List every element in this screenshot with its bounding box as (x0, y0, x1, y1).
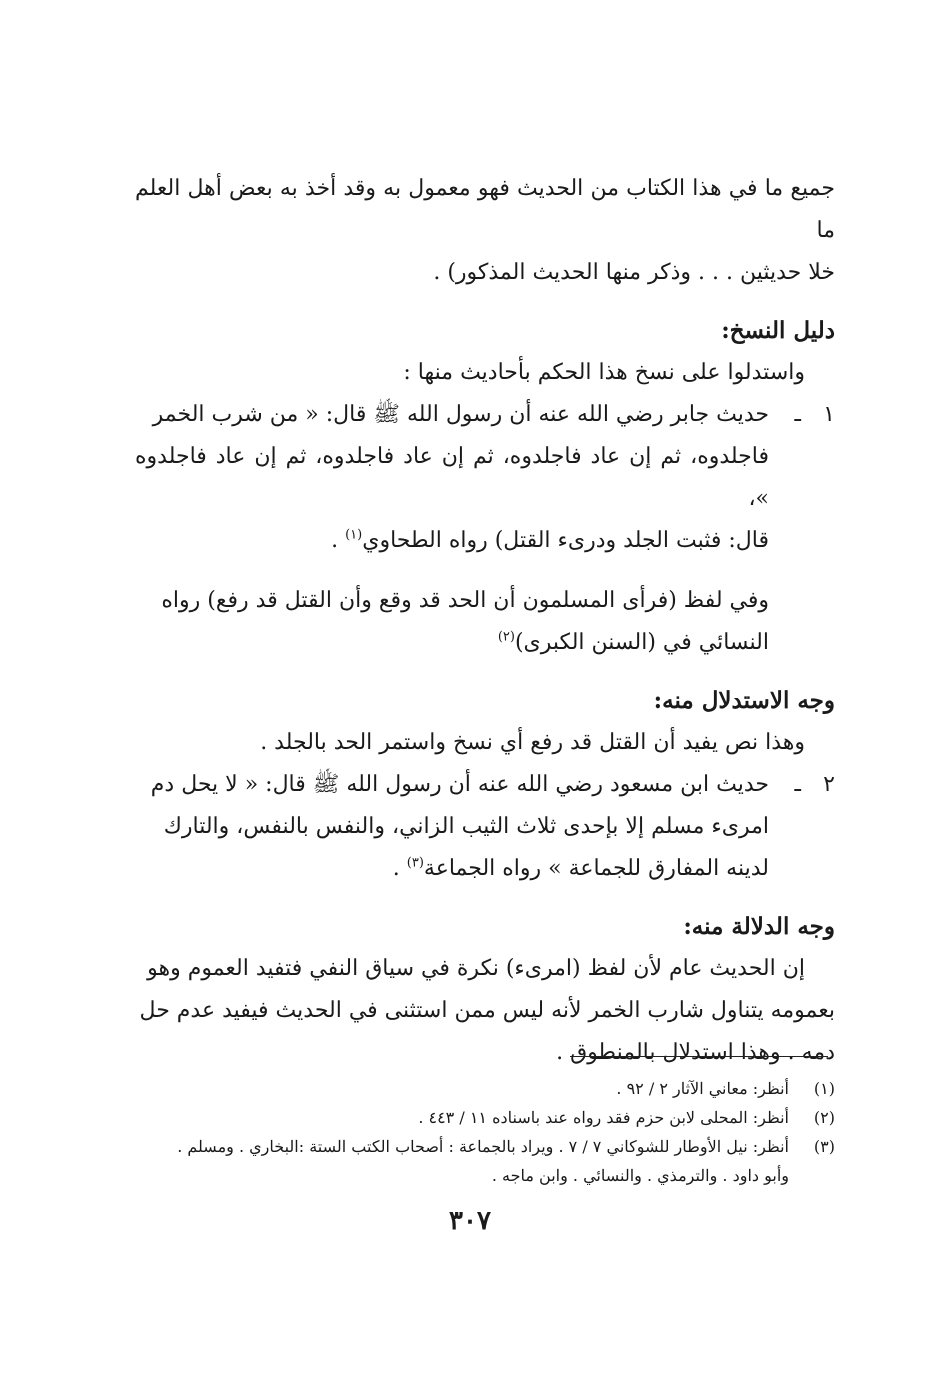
text-line: جميع ما في هذا الكتاب من الحديث فهو معمول به وقد أخذ به بعض أهل العلم ما (135, 176, 835, 243)
footnote-number: (١) (813, 1079, 835, 1098)
item-dash: ـ (794, 772, 801, 797)
footnote-ref[interactable]: (٢) (497, 629, 515, 645)
footnote-2 (130, 1103, 835, 1132)
list-item-1 (135, 394, 835, 562)
text-line: وفي لفظ (فرأى المسلمون أن الحد قد وقع وأن القتل قد رفع) رواه (161, 588, 769, 613)
text-line: النسائي في (السنن الكبرى) (514, 630, 769, 655)
list-item-2 (135, 764, 835, 890)
text-line: خلا حديثين . . . وذكر منها الحديث المذكور) . (433, 260, 835, 285)
text-line: دمه . وهذا استدلال بالمنطوق . (556, 1040, 835, 1065)
text-line: قال: فثبت الجلد ودرىء القتل) رواه الطحاوي (362, 528, 769, 553)
text-line: فاجلدوه، ثم إن عاد فاجلدوه، ثم إن عاد فاجلدوه، ثم إن عاد فاجلدوه »، (135, 444, 769, 511)
footnote-number: (٣) (813, 1137, 835, 1156)
item-dash: ـ (794, 402, 801, 427)
intro-line: واستدلوا على نسخ هذا الحكم بأحاديث منها : (403, 360, 805, 385)
footnote-text: أنظر: معاني الآثار ٢ / ٩٢ . (616, 1079, 789, 1098)
item-text (135, 764, 769, 890)
text-line: لدينه المفارق للجماعة » رواه الجماعة (423, 856, 769, 881)
page-number: ٣٠٧ (449, 1206, 491, 1236)
text-line: حديث ابن مسعود رضي الله عنه أن رسول الله ﷺ قال: « لا يحل دم (150, 772, 769, 797)
text-line: امرىء مسلم إلا بإحدى ثلاث الثيب الزاني، والنفس بالنفس، والتارك (163, 814, 769, 839)
explanation-line: وهذا نص يفيد أن القتل قد رفع أي نسخ واستمر الحد بالجلد . (260, 730, 805, 755)
footnote-divider (570, 1056, 828, 1057)
item-number: ١ (823, 402, 835, 427)
item-number: ٢ (823, 772, 835, 797)
footnote-3 (130, 1132, 835, 1161)
section-heading-inference: وجه الاستدلال منه: (653, 687, 835, 714)
footnote-text: أنظر: المحلى لابن حزم فقد رواه عند باسناده ١١ / ٤٤٣ . (418, 1108, 789, 1127)
item-text (135, 394, 769, 562)
punctuation: . (331, 528, 346, 553)
text-line: بعمومه يتناول شارب الخمر لأنه ليس ممن استثنى في الحديث فيفيد عدم حل (139, 998, 835, 1023)
footnote-1 (130, 1074, 835, 1103)
main-text (135, 168, 835, 1074)
footnotes (130, 1074, 835, 1190)
item-1-variant (135, 580, 835, 664)
footnote-text: أنظر: نيل الأوطار للشوكاني ٧ / ٧ . ويراد بالجماعة : أصحاب الكتب الستة :البخاري . ومسلم . (177, 1137, 789, 1156)
footnote-number: (٢) (813, 1108, 835, 1127)
section-heading-abrogation-evidence: دليل النسخ: (721, 317, 835, 344)
text-line: حديث جابر رضي الله عنه أن رسول الله ﷺ قال: « من شرب الخمر (152, 402, 769, 427)
punctuation: . (392, 856, 407, 881)
footnote-ref[interactable]: (٣) (406, 855, 424, 871)
footnote-3-continuation: وأبو داود . والترمذي . والنسائي . وابن ماجه . (491, 1166, 789, 1185)
text-line: إن الحديث عام لأن لفظ (امرىء) نكرة في سياق النفي فتفيد العموم وهو (147, 956, 805, 981)
footnote-ref[interactable]: (١) (345, 527, 363, 543)
section-heading-indication: وجه الدلالة منه: (683, 913, 835, 940)
